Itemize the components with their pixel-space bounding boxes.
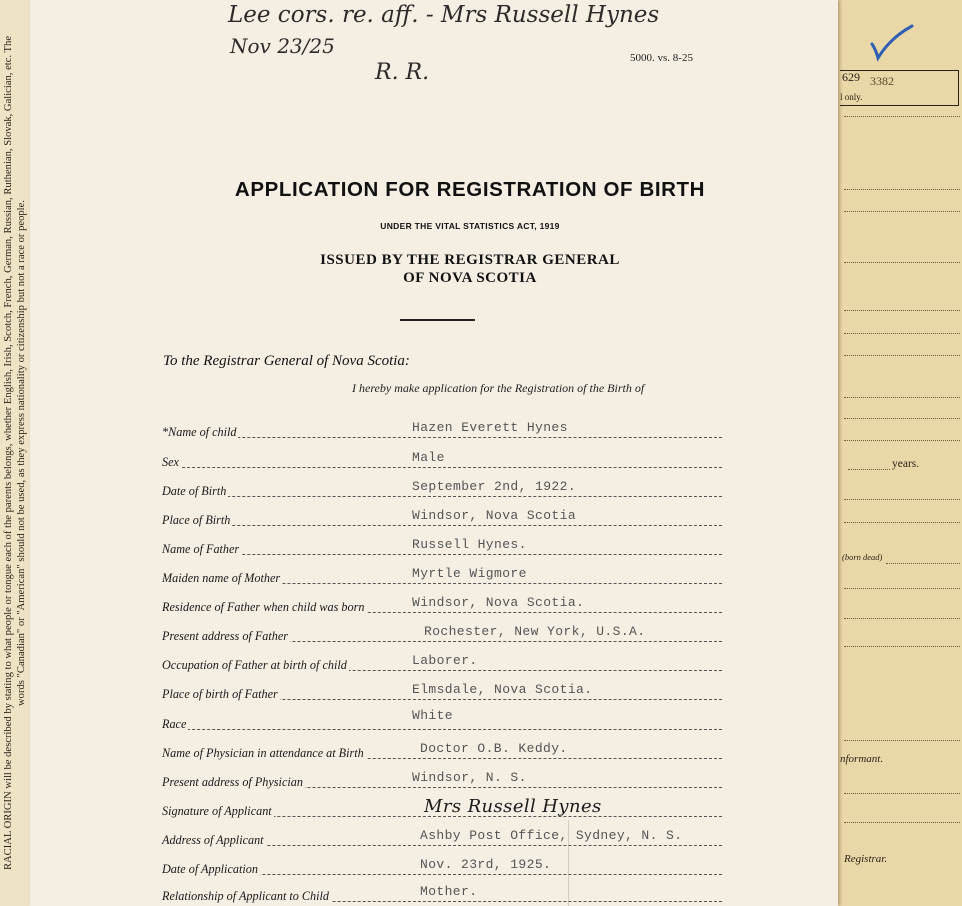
under-line bbox=[844, 310, 960, 311]
field-address-of-applicant bbox=[162, 826, 722, 848]
field-value: September 2nd, 1922. bbox=[412, 479, 577, 494]
under-line bbox=[844, 618, 960, 619]
record-number: 629 bbox=[842, 70, 860, 84]
field-label: Signature of Applicant bbox=[162, 804, 272, 818]
issued-by-line1: ISSUED BY THE REGISTRAR GENERAL bbox=[320, 252, 620, 268]
under-line bbox=[844, 646, 960, 647]
under-line bbox=[844, 740, 960, 741]
field-relationship-of-applicant bbox=[162, 882, 722, 904]
under-line bbox=[844, 522, 960, 523]
underlying-sheet bbox=[838, 0, 962, 906]
field-occupation-of-father bbox=[162, 651, 722, 673]
field-leader bbox=[162, 525, 722, 526]
field-value: Doctor O.B. Keddy. bbox=[420, 741, 568, 756]
field-place-of-birth-of-father bbox=[162, 680, 722, 702]
field-label: *Name of child bbox=[162, 425, 237, 439]
field-value: White bbox=[412, 708, 454, 723]
under-line bbox=[844, 793, 960, 794]
field-value: Windsor, N. S. bbox=[412, 770, 527, 785]
field-leader bbox=[162, 729, 722, 730]
under-line bbox=[844, 397, 960, 398]
under-line bbox=[844, 355, 960, 356]
application-sheet bbox=[30, 0, 838, 906]
document-title: APPLICATION FOR REGISTRATION OF BIRTH bbox=[234, 178, 706, 201]
field-label: Residence of Father when child was born bbox=[162, 600, 365, 614]
field-date-of-application bbox=[162, 855, 722, 877]
under-line bbox=[844, 418, 960, 419]
field-name-of-father bbox=[162, 535, 722, 557]
field-value: Elmsdale, Nova Scotia. bbox=[412, 682, 593, 697]
field-sex bbox=[162, 448, 722, 470]
under-line bbox=[844, 211, 960, 212]
handwritten-note-line2: Nov 23/25 bbox=[230, 34, 335, 58]
field-value: Laborer. bbox=[412, 653, 478, 668]
field-label: Place of birth of Father bbox=[162, 687, 278, 701]
field-value: Mother. bbox=[420, 884, 478, 899]
under-line bbox=[844, 262, 960, 263]
years-text: years. bbox=[892, 458, 920, 470]
applicant-signature: Mrs Russell Hynes bbox=[424, 796, 602, 817]
under-line bbox=[844, 440, 960, 441]
field-label: Name of Father bbox=[162, 542, 240, 556]
under-line bbox=[886, 563, 960, 564]
field-value: Rochester, New York, U.S.A. bbox=[424, 624, 646, 639]
field-label: Date of Birth bbox=[162, 484, 227, 498]
field-date-of-birth bbox=[162, 477, 722, 499]
issued-by bbox=[160, 251, 780, 287]
informant-text: nformant. bbox=[840, 753, 884, 765]
field-label: Place of Birth bbox=[162, 513, 231, 527]
under-line bbox=[844, 116, 960, 117]
field-label: Present address of Father bbox=[162, 629, 289, 643]
left-margin-strip bbox=[0, 0, 31, 906]
intro-text: I hereby make application for the Registration of the Birth of bbox=[352, 381, 645, 395]
field-name-of-physician bbox=[162, 739, 722, 761]
field-label: Date of Application bbox=[162, 862, 258, 876]
field-value: Myrtle Wigmore bbox=[412, 566, 527, 581]
field-place-of-birth bbox=[162, 506, 722, 528]
field-name-of-child bbox=[162, 418, 722, 440]
only-text: l only. bbox=[840, 92, 863, 102]
field-present-address-of-father bbox=[162, 622, 722, 644]
field-label: Sex bbox=[162, 455, 179, 469]
field-label: Address of Applicant bbox=[162, 833, 264, 847]
field-race bbox=[162, 710, 722, 732]
field-leader bbox=[162, 554, 722, 555]
under-line bbox=[844, 822, 960, 823]
field-value: Windsor, Nova Scotia bbox=[412, 508, 577, 523]
form-number: 5000. vs. 8-25 bbox=[630, 52, 693, 64]
issued-by-line2: OF NOVA SCOTIA bbox=[403, 270, 537, 286]
field-present-address-of-physician bbox=[162, 768, 722, 790]
under-line bbox=[844, 189, 960, 190]
handwritten-note-line1: Lee cors. re. aff. - Mrs Russell Hynes bbox=[228, 2, 660, 28]
divider-rule bbox=[400, 319, 475, 321]
under-line bbox=[844, 499, 960, 500]
field-signature-of-applicant bbox=[162, 797, 722, 819]
field-value: Male bbox=[412, 450, 445, 465]
document-subtitle: UNDER THE VITAL STATISTICS ACT, 1919 bbox=[380, 221, 560, 231]
racial-origin-note: RACIAL ORIGIN will be described by stating to what people or tongue each of the parents belongs, whether English, Irish, Scotch, French, German, Russian, Ruthenian, Slovak, Galician, etc. The words "Canadian" or "American" should not be used, as they express nationality or citizenship but not a race or people. bbox=[3, 35, 27, 871]
field-label: Present address of Physician bbox=[162, 775, 303, 789]
field-label: Occupation of Father at birth of child bbox=[162, 658, 347, 672]
field-value: Ashby Post Office, Sydney, N. S. bbox=[420, 828, 683, 843]
under-line bbox=[844, 333, 960, 334]
field-value: Russell Hynes. bbox=[412, 537, 527, 552]
handwritten-initials: R. R. bbox=[375, 60, 430, 85]
under-line bbox=[844, 588, 960, 589]
registrar-text: Registrar. bbox=[844, 853, 888, 865]
field-label: Relationship of Applicant to Child bbox=[162, 889, 330, 903]
born-dead-text: (born dead) bbox=[842, 552, 883, 562]
record-number-extra: 3382 bbox=[870, 74, 894, 88]
field-leader bbox=[162, 496, 722, 497]
field-label: Maiden name of Mother bbox=[162, 571, 281, 585]
field-label: Name of Physician in attendance at Birth bbox=[162, 746, 364, 760]
salutation: To the Registrar General of Nova Scotia: bbox=[163, 353, 410, 369]
field-leader bbox=[162, 437, 722, 438]
field-leader bbox=[162, 467, 722, 468]
field-maiden-name-of-mother bbox=[162, 564, 722, 586]
field-label: Race bbox=[162, 717, 187, 731]
blue-checkmark-icon bbox=[868, 24, 916, 64]
field-value: Hazen Everett Hynes bbox=[412, 420, 568, 435]
field-value: Windsor, Nova Scotia. bbox=[412, 595, 585, 610]
field-value: Nov. 23rd, 1925. bbox=[420, 857, 552, 872]
under-line bbox=[848, 469, 890, 470]
field-residence-of-father bbox=[162, 593, 722, 615]
